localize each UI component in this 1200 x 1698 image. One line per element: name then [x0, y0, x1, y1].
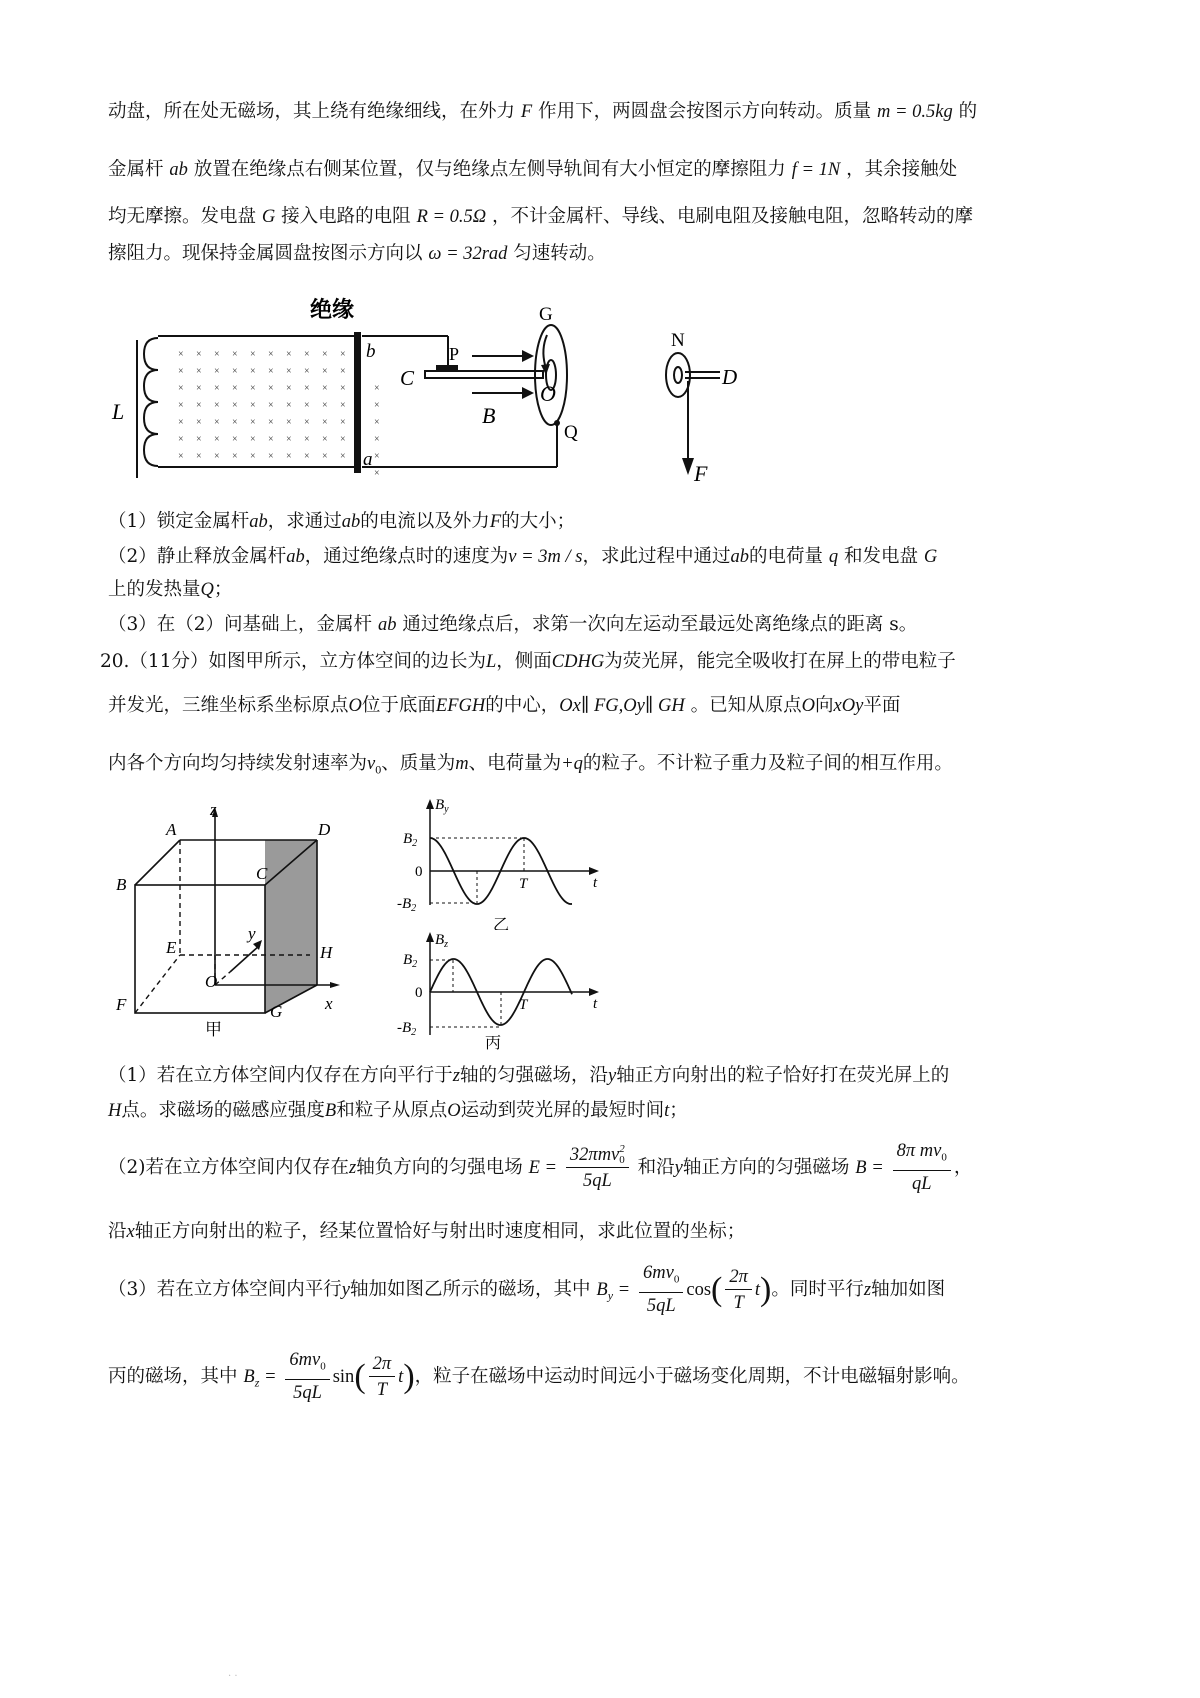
cos-function: cos: [686, 1280, 712, 1300]
question-19-3: [108, 611, 1098, 639]
velocity-value: v = 3m / s: [508, 547, 583, 567]
paragraph-line-3: [108, 203, 1098, 231]
symbol-H: H: [108, 1101, 122, 1121]
field-cross: ×: [304, 417, 310, 428]
field-cross: ×: [178, 451, 184, 462]
symbol-z: z: [452, 1066, 460, 1086]
symbol-q: q: [828, 547, 839, 567]
axis-x-label: x: [325, 994, 333, 1013]
field-cross: ×: [250, 417, 256, 428]
field-cross: ×: [340, 383, 346, 394]
text: ，求通过: [267, 511, 342, 532]
text: ，求此过程中通过: [582, 546, 731, 567]
field-cross: ×: [304, 400, 310, 411]
field-cross: ×: [196, 400, 202, 411]
symbol-v0: $v_0$: [367, 754, 382, 777]
by-zero-label: 0: [415, 864, 423, 880]
field-cross: ×: [322, 417, 328, 428]
field-cross: ×: [286, 349, 292, 360]
field-cross: ×: [232, 434, 238, 445]
symbol-xOy: xOy: [833, 696, 864, 716]
text: 的: [958, 101, 978, 122]
field-cross: ×: [286, 366, 292, 377]
symbol-ab: ab: [377, 615, 397, 635]
symbol-t: t: [398, 1367, 404, 1387]
problem-20-line-3: [108, 750, 1098, 784]
text: 为荧光屏，能完全吸收打在屏上的带电粒子: [604, 651, 956, 672]
symbol-O: O: [447, 1101, 461, 1121]
text: 和发电盘: [844, 546, 919, 567]
text: （1）若在立方体空间内仅存在方向平行于: [108, 1065, 453, 1086]
text: 上的发热量: [108, 579, 201, 600]
field-cross: ×: [304, 451, 310, 462]
field-cross: ×: [374, 400, 380, 411]
bz-period-label: T: [519, 997, 528, 1013]
field-cross: ×: [250, 400, 256, 411]
By-lhs: $B_y$ =: [596, 1280, 631, 1303]
field-cross: ×: [178, 417, 184, 428]
Bz-coef-fraction: $\frac{6mv_0}{5qL}$: [285, 1348, 329, 1406]
field-cross: ×: [322, 400, 328, 411]
symbol-ab: ab: [730, 547, 749, 567]
field-cross: ×: [178, 349, 184, 360]
bz-max-label: $B_2$: [403, 952, 418, 970]
field-cross: ×: [374, 417, 380, 428]
text: 轴正方向射出的粒子，经某位置恰好与射出时速度相同，求此位置的坐标；: [134, 1221, 746, 1242]
symbol-y: y: [608, 1066, 617, 1086]
text: 轴负方向的匀强电场: [356, 1157, 523, 1178]
symbol-z: z: [349, 1158, 357, 1178]
label-C: C: [400, 366, 415, 390]
field-cross: ×: [250, 451, 256, 462]
problem-20-line-2: [108, 692, 1098, 720]
text: 动盘，所在处无磁场，其上绕有绝缘细线，在外力: [108, 101, 516, 122]
field-cross: ×: [286, 434, 292, 445]
field-cross: ×: [268, 434, 274, 445]
text: （3）在（2）问基础上，金属杆: [108, 614, 373, 635]
field-cross: ×: [196, 451, 202, 462]
By-2pi-over-T: $\frac{2\pi}{T}$: [725, 1265, 752, 1316]
B-fraction: $\frac{8\pi mv_0}{qL}$: [893, 1139, 951, 1197]
field-cross: ×: [268, 349, 274, 360]
text: ，侧面: [496, 651, 552, 672]
Bz-lhs: $B_z$ =: [243, 1367, 277, 1390]
text: 。同时平行: [771, 1279, 864, 1300]
B-lhs: B =: [855, 1158, 884, 1178]
magnetic-field-crosses: [178, 349, 380, 479]
label-Q: Q: [564, 422, 578, 443]
field-cross: ×: [286, 451, 292, 462]
text: 位于底面: [361, 695, 436, 716]
vertex-F: F: [116, 995, 127, 1014]
field-cross: ×: [322, 349, 328, 360]
field-cross: ×: [214, 366, 220, 377]
text: 轴加如图乙所示的磁场，其中: [350, 1279, 591, 1300]
by-period-label: T: [519, 876, 528, 892]
field-cross: ×: [178, 434, 184, 445]
friction-value: f = 1N: [791, 160, 841, 180]
axis-z-label: z: [210, 800, 217, 819]
vertex-E: E: [166, 938, 177, 957]
text: ，不计金属杆、导线、电刷电阻及接触电阻，忽略转动的摩: [492, 206, 974, 227]
symbol-EFGH: EFGH: [435, 696, 486, 716]
symbol-y: y: [341, 1280, 350, 1300]
field-cross: ×: [196, 383, 202, 394]
by-max-label: $B_2$: [403, 831, 418, 849]
vertex-C: C: [256, 864, 268, 883]
field-cross: ×: [232, 417, 238, 428]
symbol-O: O: [348, 696, 362, 716]
axis-y-label: y: [248, 924, 256, 943]
mass-value: m = 0.5kg: [877, 102, 953, 122]
symbol-t: t: [754, 1280, 761, 1300]
field-cross: ×: [340, 366, 346, 377]
field-cross: ×: [196, 417, 202, 428]
E-lhs: E =: [528, 1158, 558, 1178]
field-cross: ×: [214, 434, 220, 445]
resistance-value: R = 0.5Ω: [416, 207, 487, 227]
question-20-3: （3）若在立方体空间内平行y轴加如图乙所示的磁场，其中 $B_y$ = $\frac{6mv_0}{5qL}$ cos( $\frac{2\pi}{T}$ t)。同时平行z轴加如图: [108, 1260, 1098, 1326]
question-20-2-cont: [108, 1218, 1098, 1246]
field-cross: ×: [304, 366, 310, 377]
symbol-ab: ab: [286, 547, 305, 567]
label-O: O: [540, 381, 556, 406]
field-cross: ×: [214, 383, 220, 394]
parallel-relation: Ox∥ FG,Oy∥ GH: [559, 696, 685, 716]
insulation-label: 绝缘: [310, 297, 355, 322]
field-cross: ×: [250, 434, 256, 445]
by-time-label: t: [593, 875, 598, 891]
text: 轴正方向射出的粒子恰好打在荧光屏上的: [616, 1065, 950, 1086]
field-cross: ×: [178, 383, 184, 394]
bz-time-label: t: [593, 996, 598, 1012]
text: 轴正方向的匀强磁场: [682, 1157, 850, 1178]
vertex-H: H: [320, 943, 333, 962]
text: 平面: [863, 695, 901, 716]
symbol-O: O: [801, 696, 816, 716]
caption-jia: 甲: [205, 1020, 222, 1039]
vertex-B: B: [116, 875, 127, 894]
field-cross: ×: [196, 349, 202, 360]
text: 并发光，三维坐标系坐标原点: [108, 695, 349, 716]
field-cross: ×: [196, 366, 202, 377]
text: 运动到荧光屏的最短时间: [460, 1100, 665, 1121]
label-P: P: [449, 344, 460, 364]
symbol-F: F: [489, 512, 502, 532]
text: 的粒子。不计粒子重力及粒子间的相互作用。: [582, 753, 953, 774]
field-cross: ×: [232, 451, 238, 462]
by-min-label: $-B_2$: [397, 896, 417, 914]
field-cross: ×: [322, 383, 328, 394]
symbol-ab: ab: [169, 160, 188, 180]
sin-function: sin: [332, 1367, 355, 1387]
paragraph-line-4: [108, 240, 1098, 268]
symbol-B: B: [324, 1101, 337, 1121]
field-cross: ×: [268, 451, 274, 462]
field-cross: ×: [178, 400, 184, 411]
field-cross: ×: [374, 434, 380, 445]
field-cross: ×: [286, 400, 292, 411]
bz-min-label: $-B_2$: [397, 1020, 417, 1038]
symbol-ab: ab: [249, 512, 268, 532]
question-20-1-cont: [108, 1097, 1098, 1125]
bz-axis-label: $B_z$: [435, 932, 449, 950]
text: 金属杆: [108, 159, 164, 180]
by-axis-label: $B_y$: [435, 797, 449, 815]
text: ，粒子在磁场中运动时间远小于磁场变化周期，不计电磁辐射影响。: [414, 1366, 970, 1387]
symbol-x: x: [126, 1222, 135, 1242]
label-F: F: [694, 461, 708, 486]
text: ；: [669, 1100, 688, 1121]
field-cross: ×: [286, 417, 292, 428]
symbol-CDHG: CDHG: [551, 652, 605, 672]
symbol-G: G: [261, 207, 276, 227]
field-cross: ×: [374, 468, 380, 479]
text: 的电荷量: [748, 546, 823, 567]
label-L: L: [112, 399, 125, 424]
vertex-G: G: [270, 1002, 283, 1021]
text: 接入电路的电阻: [281, 206, 411, 227]
question-19-2-cont: [108, 576, 1098, 604]
text: 沿: [108, 1221, 127, 1242]
label-G: G: [539, 304, 553, 325]
footer-mark: . .: [228, 1668, 238, 1679]
text: 的中心，: [485, 695, 560, 716]
question-19-2: [108, 543, 1098, 571]
field-cross: ×: [340, 417, 346, 428]
text: 20.（11分）如图甲所示，立方体空间的边长为: [100, 651, 486, 672]
field-cross: ×: [340, 400, 346, 411]
text: 和粒子从原点: [336, 1100, 448, 1121]
bz-zero-label: 0: [415, 985, 423, 1001]
field-cross: ×: [214, 349, 220, 360]
label-D: D: [722, 365, 738, 389]
text: ，其余接触处: [846, 159, 958, 180]
graph-bz: [395, 930, 615, 1055]
field-cross: ×: [232, 383, 238, 394]
symbol-L: L: [485, 652, 497, 672]
label-B: B: [482, 403, 496, 428]
question-19-1: [108, 508, 1098, 536]
field-cross: ×: [374, 451, 380, 462]
field-cross: ×: [322, 366, 328, 377]
vertex-A: A: [166, 820, 177, 839]
field-cross: ×: [304, 349, 310, 360]
E-fraction: 32πmv 2 0 5qL: [566, 1143, 629, 1194]
text: ，通过绝缘点时的速度为: [304, 546, 509, 567]
symbol-F: F: [520, 102, 533, 122]
text: （1）锁定金属杆: [108, 511, 250, 532]
field-cross: ×: [268, 383, 274, 394]
field-cross: ×: [214, 451, 220, 462]
field-cross: ×: [304, 434, 310, 445]
text: 的大小；: [501, 511, 576, 532]
caption-yi: 乙: [493, 917, 510, 930]
field-cross: ×: [268, 417, 274, 428]
field-cross: ×: [196, 434, 202, 445]
text: 点。求磁场的磁感应强度: [121, 1100, 325, 1121]
field-cross: ×: [340, 349, 346, 360]
field-cross: ×: [340, 434, 346, 445]
field-cross: ×: [232, 349, 238, 360]
text: 、质量为: [381, 753, 456, 774]
field-cross: ×: [322, 434, 328, 445]
field-cross: ×: [250, 383, 256, 394]
paragraph-line-2: [108, 156, 1098, 184]
graph-by: [395, 795, 615, 930]
field-cross: ×: [268, 400, 274, 411]
field-cross: ×: [250, 349, 256, 360]
label-N: N: [671, 330, 685, 351]
field-cross: ×: [322, 451, 328, 462]
question-20-2: [108, 1138, 1098, 1198]
text: 轴加如图: [871, 1279, 946, 1300]
field-cross: ×: [304, 383, 310, 394]
field-cross: ×: [374, 383, 380, 394]
text: 匀速转动。: [513, 243, 606, 264]
field-cross: ×: [232, 400, 238, 411]
Bz-2pi-over-T: $\frac{2\pi}{T}$: [369, 1352, 396, 1403]
text: 和沿: [637, 1157, 675, 1178]
symbol-G: G: [923, 547, 938, 567]
label-b: b: [366, 341, 376, 362]
caption-bing: 丙: [485, 1035, 502, 1052]
field-cross: ×: [268, 366, 274, 377]
symbol-y: y: [674, 1158, 683, 1178]
symbol-plus-q: +q: [561, 754, 583, 774]
text: ，: [953, 1157, 973, 1178]
By-coef-fraction: $\frac{6mv_0}{5qL}$: [639, 1261, 683, 1319]
text: 轴的匀强磁场，沿: [459, 1065, 608, 1086]
field-cross: ×: [178, 366, 184, 377]
text: 放置在绝缘点右侧某位置，仅与绝缘点左侧导轨间有大小恒定的摩擦阻力: [193, 159, 786, 180]
paragraph-line-1: [108, 98, 1098, 126]
text: 作用下，两圆盘会按图示方向转动。质量: [538, 101, 872, 122]
field-cross: ×: [214, 417, 220, 428]
vertex-D: D: [318, 820, 331, 839]
symbol-z: z: [863, 1280, 872, 1300]
field-cross: ×: [214, 400, 220, 411]
label-a: a: [363, 449, 373, 470]
symbol-m: m: [455, 754, 469, 774]
text: 擦阻力。现保持金属圆盘按图示方向以: [108, 243, 423, 264]
field-cross: ×: [340, 451, 346, 462]
text: ；: [213, 579, 233, 600]
question-20-1: [108, 1062, 1098, 1090]
symbol-Q: Q: [200, 580, 214, 600]
text: 均无摩擦。发电盘: [108, 206, 257, 227]
text: 、电荷量为: [468, 753, 562, 774]
symbol-ab: ab: [341, 512, 361, 532]
circuit-diagram: [110, 295, 770, 500]
text: 内各个方向均匀持续发射速率为: [108, 753, 368, 774]
text: （2）静止释放金属杆: [108, 546, 287, 567]
text: （2)若在立方体空间内仅存在: [108, 1157, 349, 1178]
field-cross: ×: [250, 366, 256, 377]
field-cross: ×: [232, 366, 238, 377]
origin-O: O: [205, 972, 218, 991]
text: 向: [815, 695, 834, 716]
field-cross: ×: [286, 383, 292, 394]
symbol-t: t: [664, 1101, 670, 1121]
text: 的电流以及外力: [360, 511, 490, 532]
cube-figure: [110, 795, 350, 1040]
question-20-3-cont: 丙的磁场，其中 $B_z$ = $\frac{6mv_0}{5qL}$ sin( $\frac{2\pi}{T}$ t)，粒子在磁场中运动时间远小于磁场变化周期，不计电磁辐射影响。: [108, 1347, 1098, 1413]
text: 通过绝缘点后，求第一次向左运动至最远处离绝缘点的距离 s。: [402, 614, 918, 635]
text: 丙的磁场，其中: [108, 1366, 238, 1387]
omega-value: ω = 32rad: [428, 244, 508, 264]
problem-20-line-1: [100, 648, 1090, 676]
text: （3）若在立方体空间内平行: [108, 1279, 342, 1300]
text: 。已知从原点: [690, 695, 802, 716]
